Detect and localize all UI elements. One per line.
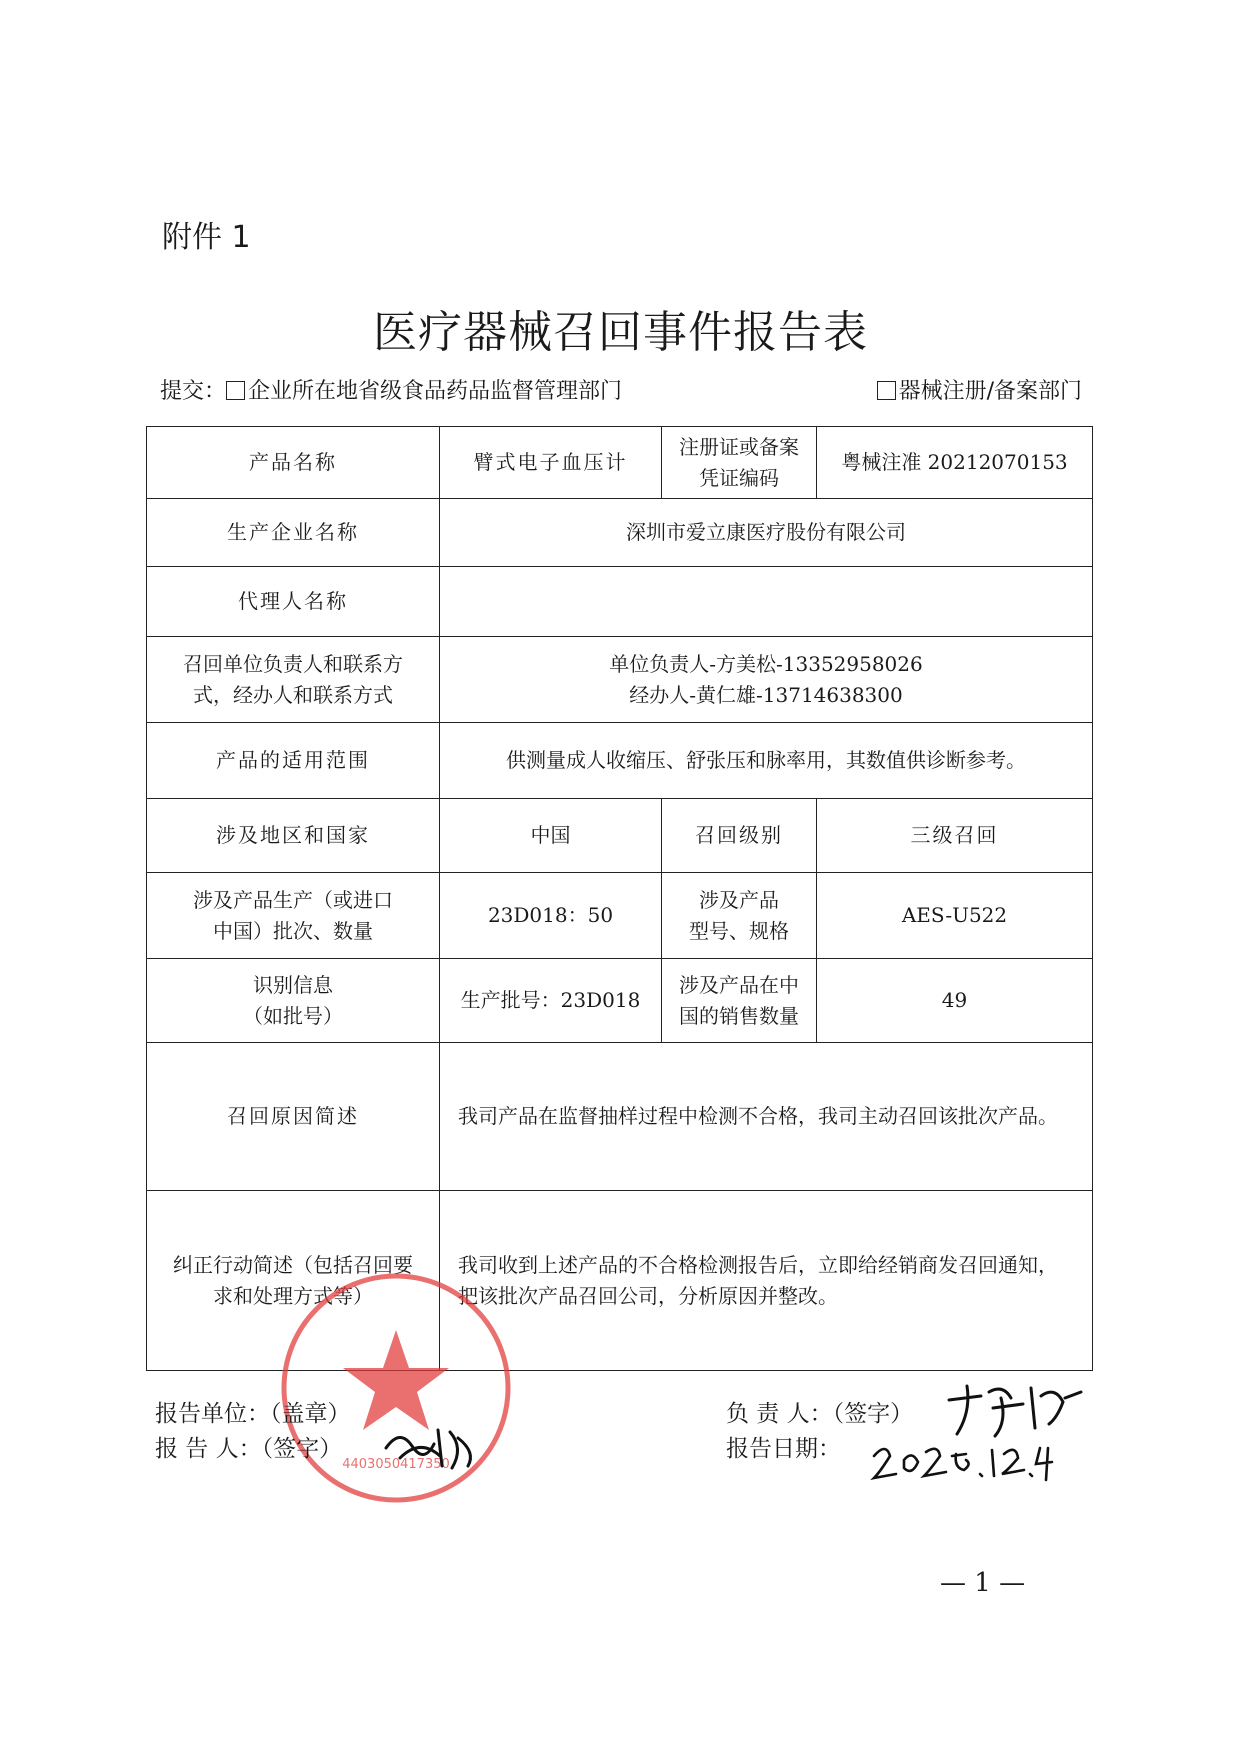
page-title: 医疗器械召回事件报告表 bbox=[373, 307, 868, 358]
report-date-label: 报告日期： bbox=[726, 1436, 841, 1462]
label-model bbox=[662, 873, 817, 959]
label-batch-line1: 涉及产品生产（或进口 bbox=[193, 887, 393, 912]
handwritten-date-icon bbox=[868, 1434, 1058, 1486]
label-contact-line2: 式，经办人和联系方式 bbox=[193, 682, 393, 707]
submit-row bbox=[160, 374, 1082, 405]
submit-right bbox=[877, 374, 1082, 405]
value-recall-level: 三级召回 bbox=[817, 799, 1093, 873]
label-sales-quantity-line2: 国的销售数量 bbox=[679, 1003, 799, 1028]
contact-line-unit-head: 单位负责人-方美松-13352958026 bbox=[609, 651, 923, 676]
recall-report-table bbox=[146, 426, 1093, 1371]
label-registration-number-line2: 凭证编码 bbox=[699, 465, 779, 490]
responsible-signature-icon bbox=[945, 1378, 1085, 1440]
reporter-signature-icon bbox=[380, 1418, 480, 1474]
value-agent bbox=[440, 567, 1093, 637]
value-registration-number: 粤械注准 20212070153 bbox=[817, 427, 1093, 499]
label-corrective-action-line2: 求和处理方式等） bbox=[213, 1283, 373, 1308]
page-number: — 1 — bbox=[940, 1568, 1026, 1598]
value-product-name: 臂式电子血压计 bbox=[440, 427, 662, 499]
value-manufacturer: 深圳市爱立康医疗股份有限公司 bbox=[440, 499, 1093, 567]
attachment-label: 附件 1 bbox=[162, 220, 251, 255]
label-model-line2: 型号、规格 bbox=[689, 918, 789, 943]
table-row bbox=[147, 1043, 1093, 1191]
contact-line-handler: 经办人-黄仁雄-13714638300 bbox=[629, 682, 903, 707]
value-scope: 供测量成人收缩压、舒张压和脉率用，其数值供诊断参考。 bbox=[440, 723, 1093, 799]
table-row bbox=[147, 499, 1093, 567]
value-recall-reason: 我司产品在监督抽样过程中检测不合格，我司主动召回该批次产品。 bbox=[440, 1043, 1093, 1191]
label-identification-line2: （如批号） bbox=[243, 1003, 343, 1028]
label-batch-line2: 中国）批次、数量 bbox=[213, 918, 373, 943]
table-row bbox=[147, 873, 1093, 959]
table-row bbox=[147, 959, 1093, 1043]
value-sales-quantity: 49 bbox=[817, 959, 1093, 1043]
label-registration-number-line1: 注册证或备案 bbox=[679, 434, 799, 459]
table-row bbox=[147, 567, 1093, 637]
value-region: 中国 bbox=[440, 799, 662, 873]
reporter-label: 报 告 人：（签字） bbox=[155, 1436, 343, 1462]
label-scope: 产品的适用范围 bbox=[147, 723, 440, 799]
submit-left bbox=[160, 374, 622, 405]
table-row bbox=[147, 637, 1093, 723]
label-agent: 代理人名称 bbox=[147, 567, 440, 637]
label-registration-number bbox=[662, 427, 817, 499]
checkbox-registration[interactable] bbox=[877, 381, 896, 400]
submit-option-provincial: 企业所在地省级食品药品监督管理部门 bbox=[248, 379, 623, 404]
report-unit-label: 报告单位：（盖章） bbox=[155, 1401, 351, 1427]
label-recall-reason: 召回原因简述 bbox=[147, 1043, 440, 1191]
value-contact bbox=[440, 637, 1093, 723]
submit-option-registration: 器械注册/备案部门 bbox=[898, 379, 1082, 404]
label-sales-quantity-line1: 涉及产品在中 bbox=[679, 972, 799, 997]
table-row bbox=[147, 427, 1093, 499]
svg-text:4403050417350: 4403050417350 bbox=[342, 1457, 450, 1472]
value-corrective-action: 我司收到上述产品的不合格检测报告后，立即给经销商发召回通知，把该批次产品召回公司，分析原因并整改。 bbox=[440, 1191, 1093, 1371]
value-identification: 生产批号：23D018 bbox=[440, 959, 662, 1043]
label-corrective-action-line1: 纠正行动简述（包括召回要 bbox=[173, 1252, 413, 1277]
label-batch bbox=[147, 873, 440, 959]
label-contact bbox=[147, 637, 440, 723]
label-product-name: 产品名称 bbox=[147, 427, 440, 499]
label-contact-line1: 召回单位负责人和联系方 bbox=[183, 651, 403, 676]
label-sales-quantity bbox=[662, 959, 817, 1043]
submit-prefix: 提交： bbox=[160, 379, 227, 404]
responsible-label: 负 责 人：（签字） bbox=[726, 1401, 914, 1427]
label-region: 涉及地区和国家 bbox=[147, 799, 440, 873]
checkbox-provincial[interactable] bbox=[226, 381, 245, 400]
label-identification bbox=[147, 959, 440, 1043]
table-row bbox=[147, 723, 1093, 799]
value-model: AES-U522 bbox=[817, 873, 1093, 959]
label-manufacturer: 生产企业名称 bbox=[147, 499, 440, 567]
table-row bbox=[147, 799, 1093, 873]
value-batch: 23D018：50 bbox=[440, 873, 662, 959]
label-recall-level: 召回级别 bbox=[662, 799, 817, 873]
label-identification-line1: 识别信息 bbox=[253, 972, 333, 997]
label-model-line1: 涉及产品 bbox=[699, 887, 779, 912]
